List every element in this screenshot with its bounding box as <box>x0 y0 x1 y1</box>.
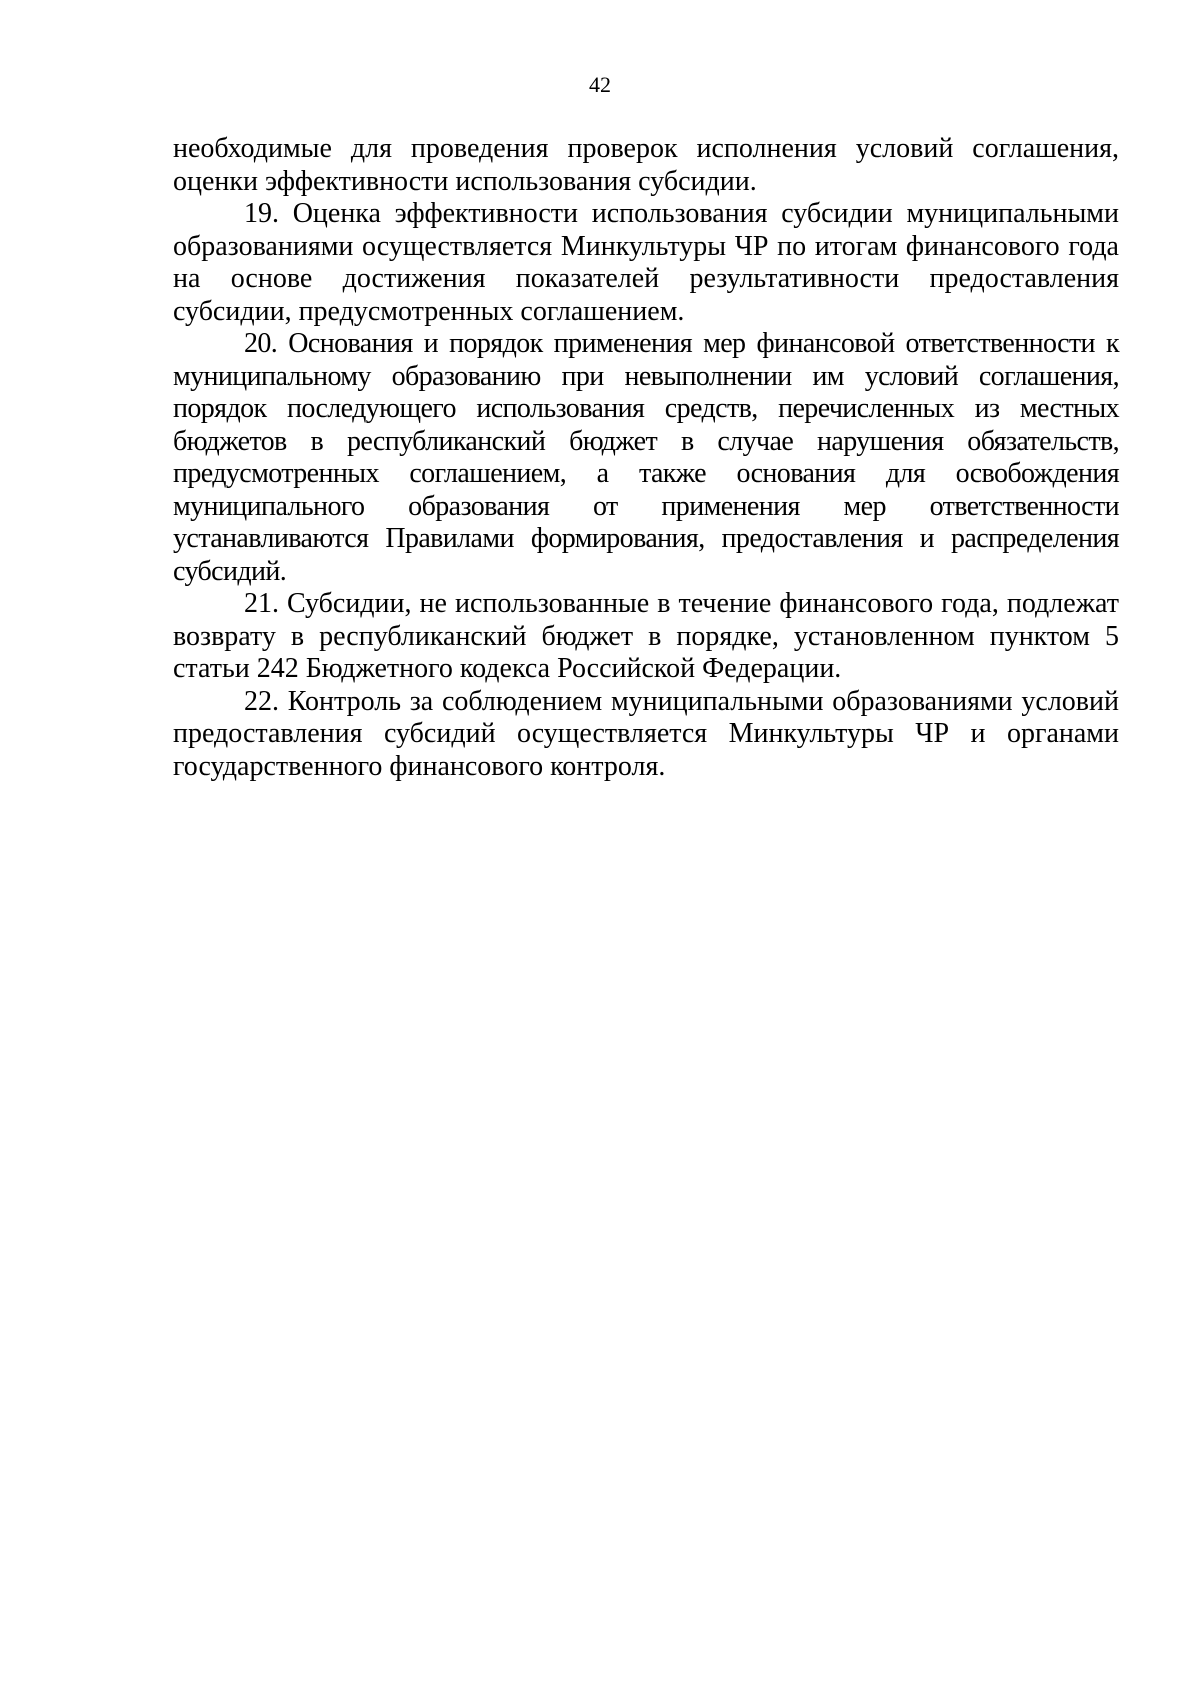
document-body <box>173 133 1119 783</box>
paragraph-continuation: необходимые для проведения проверок исполнения условий соглашения, оценки эффективности использования субсидии. <box>173 133 1119 197</box>
paragraph-item-20: 20. Основания и порядок применения мер финансовой ответственности к муниципальному образованию при невыполнении им условий соглашения, порядок последующего использования средств, перечисленных из местных бюджетов в республиканский бюджет в случае нарушения обязательств, предусмотренных соглашением, а также основания для освобождения муниципального образования от применения мер ответственности устанавливаются Правилами формирования, предоставления и распределения субсидий. <box>173 328 1119 587</box>
paragraph-item-21: 21. Субсидии, не использованные в течение финансового года, подлежат возврату в республиканский бюджет в порядке, установленном пунктом 5 статьи 242 Бюджетного кодекса Российской Федерации. <box>173 588 1119 684</box>
page-number: 42 <box>589 72 611 97</box>
paragraph-item-22: 22. Контроль за соблюдением муниципальными образованиями условий предоставления субсидий осуществляется Минкультуры ЧР и органами государственного финансового контроля. <box>173 685 1119 782</box>
paragraph-item-19: 19. Оценка эффективности использования субсидии муниципальными образованиями осуществляется Минкультуры ЧР по итогам финансового года на основе достижения показателей результативности предоставления субсидии, предусмотренных соглашением. <box>173 198 1119 327</box>
